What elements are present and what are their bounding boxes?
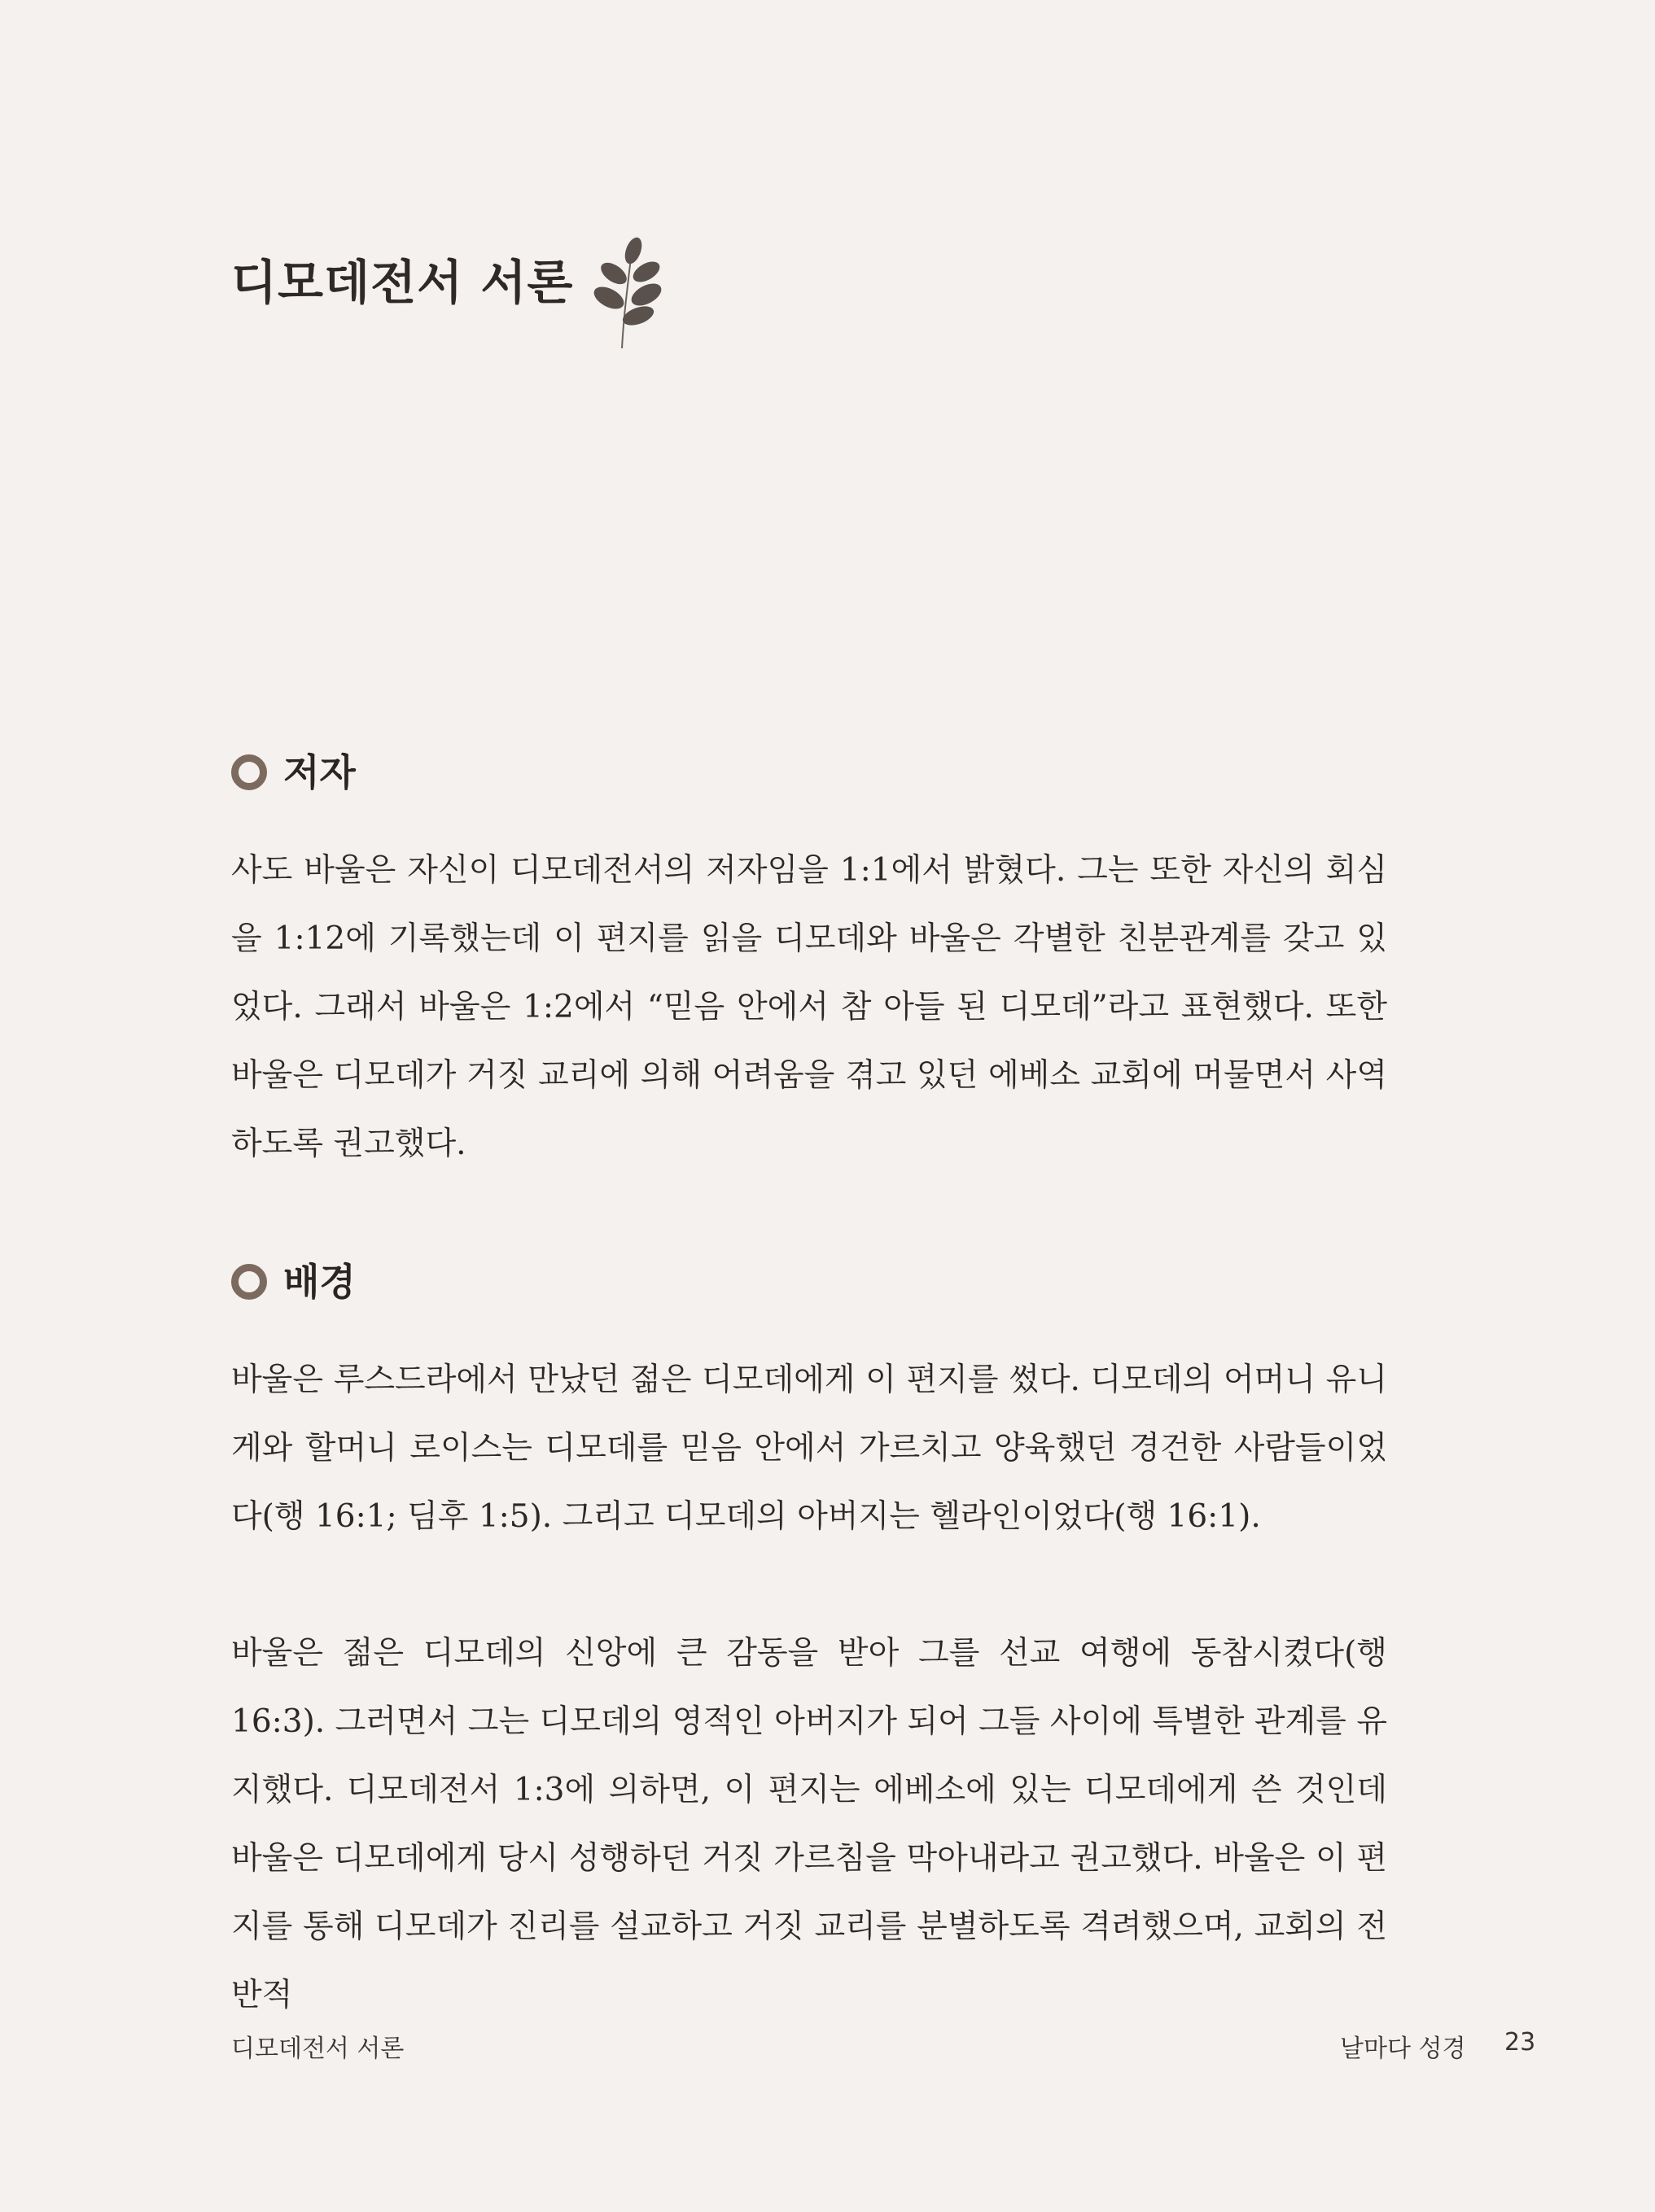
paragraph-background-1: 바울은 루스드라에서 만났던 젊은 디모데에게 이 편지를 썼다. 디모데의 어머니 유니게와 할머니 로이스는 디모데를 믿음 안에서 가르치고 양육했던 경건한 사람들이었다(행 16:1; 딤후 1:5). 그리고 디모데의 아버지는 헬라인이었다(행 16:1). bbox=[231, 1362, 1387, 1535]
section-heading-label: 저자 bbox=[283, 750, 356, 794]
paragraph-background-2: 바울은 젊은 디모데의 신앙에 큰 감동을 받아 그를 선교 여행에 동참시켰다(행 16:3). 그러면서 그는 디모데의 영적인 아버지가 되어 그들 사이에 특별한 관계를 유지했다. 디모데전서 1:3에 의하면, 이 편지는 에베소에 있는 디모데에게 쓴 것인데 바울은 디모데에게 당시 성행하던 거짓 가르침을 막아내라고 권고했다. 바울은 이 편지를 통해 디모데가 진리를 설교하고 거짓 교리를 분별하도록 격려했으며, 교회의 전반적 bbox=[231, 1635, 1387, 2013]
footer-section-title: 디모데전서 서론 bbox=[231, 2035, 405, 2063]
leaf-icon bbox=[591, 236, 672, 350]
page-number: 23 bbox=[1504, 2028, 1536, 2057]
page-title: 디모데전서 서론 bbox=[231, 255, 574, 310]
section-heading-author bbox=[231, 750, 356, 794]
section-heading-background bbox=[231, 1260, 356, 1304]
footer-book-title: 날마다 성경 bbox=[1340, 2035, 1466, 2063]
paragraph-author: 사도 바울은 자신이 디모데전서의 저자임을 1:1에서 밝혔다. 그는 또한 자신의 회심을 1:12에 기록했는데 이 편지를 읽을 디모데와 바울은 각별한 친분관계를 갖고 있었다. 그래서 바울은 1:2에서 “믿음 안에서 참 아들 된 디모데”라고 표현했다. 또한 바울은 디모데가 거짓 교리에 의해 어려움을 겪고 있던 에베소 교회에 머물면서 사역하도록 권고했다. bbox=[231, 852, 1387, 1162]
bullet-icon bbox=[231, 754, 267, 790]
section-heading-label: 배경 bbox=[283, 1260, 356, 1304]
bullet-icon bbox=[231, 1264, 267, 1300]
